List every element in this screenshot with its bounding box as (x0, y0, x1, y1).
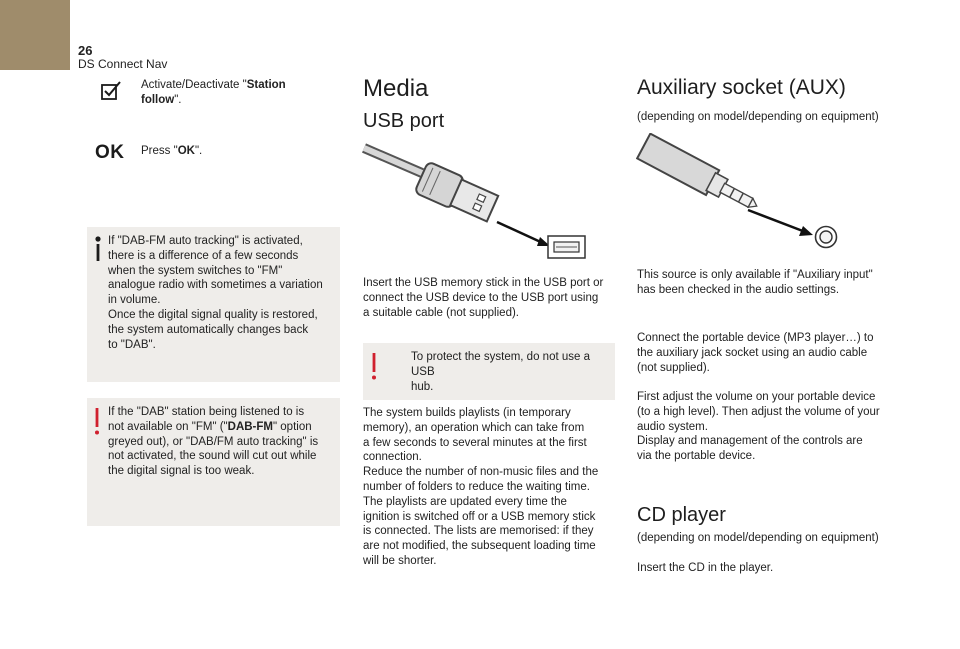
usb-insert-text: Insert the USB memory stick in the USB port or connect the USB device to the USB port using a suitable cable (not supplied). (363, 277, 604, 319)
ok-icon: OK (95, 142, 125, 163)
info-box-text: If "DAB-FM auto tracking" is activated, there is a difference of a few seconds when the system switches to "FM" analogue radio with sometimes a variation in volume. Once the digital signal quality is restored, the system automatically changes back to "DAB". (108, 235, 323, 351)
cd-note: (depending on model/depending on equipment) (637, 532, 879, 544)
page-number: 26 (78, 43, 93, 58)
warning-box (87, 398, 340, 526)
warning-icon (370, 353, 378, 386)
aux-note: (depending on model/depending on equipment) (637, 111, 879, 123)
chapter-tab (0, 0, 70, 70)
playlist-text: The system builds playlists (in temporary memory), an operation which can take from a few seconds to several minutes at the first connection. Reduce the number of non-music files and the number of folders to reduce the waiting time. The playlists are updated every time the ignition is switched off or a USB memory stick is connected. The lists are memorised: if they are not modified, the subsequent loading time will be shorter. (363, 407, 599, 567)
cd-player-heading: CD player (637, 504, 726, 526)
cd-insert-text: Insert the CD in the player. (637, 562, 774, 574)
station-follow-text: Activate/Deactivate "Station follow". (141, 79, 286, 106)
usb-warning-box (363, 343, 615, 400)
media-heading: Media (363, 75, 429, 102)
aux-volume-text: First adjust the volume on your portable device (to a high level). Then adjust the volume of your audio system. Display and management of the controls are via the portable device. (637, 391, 880, 463)
aux-connect-text: Connect the portable device (MP3 player…) to the auxiliary jack socket using an audio cable (not supplied). (637, 332, 874, 374)
usb-warning-text: To protect the system, do not use a USB hub. (411, 351, 590, 393)
page-title: DS Connect Nav (78, 57, 168, 71)
usb-cable-illustration (362, 140, 594, 265)
info-box (87, 227, 340, 382)
aux-heading: Auxiliary socket (AUX) (637, 76, 846, 99)
info-icon (93, 235, 103, 268)
warning-box-text: If the "DAB" station being listened to is not available on "FM" ("DAB-FM" option greyed out), or "DAB/FM auto tracking" is not activated, the sound will cut out while the digital signal is too weak. (108, 406, 319, 478)
usb-port-heading: USB port (363, 110, 445, 132)
aux-availability-text: This source is only available if "Auxiliary input" has been checked in the audio settings. (637, 269, 873, 296)
aux-jack-illustration (636, 133, 846, 253)
press-ok-text: Press "OK". (141, 145, 203, 157)
warning-icon (93, 408, 101, 441)
checkbox-checked-icon (100, 80, 122, 102)
